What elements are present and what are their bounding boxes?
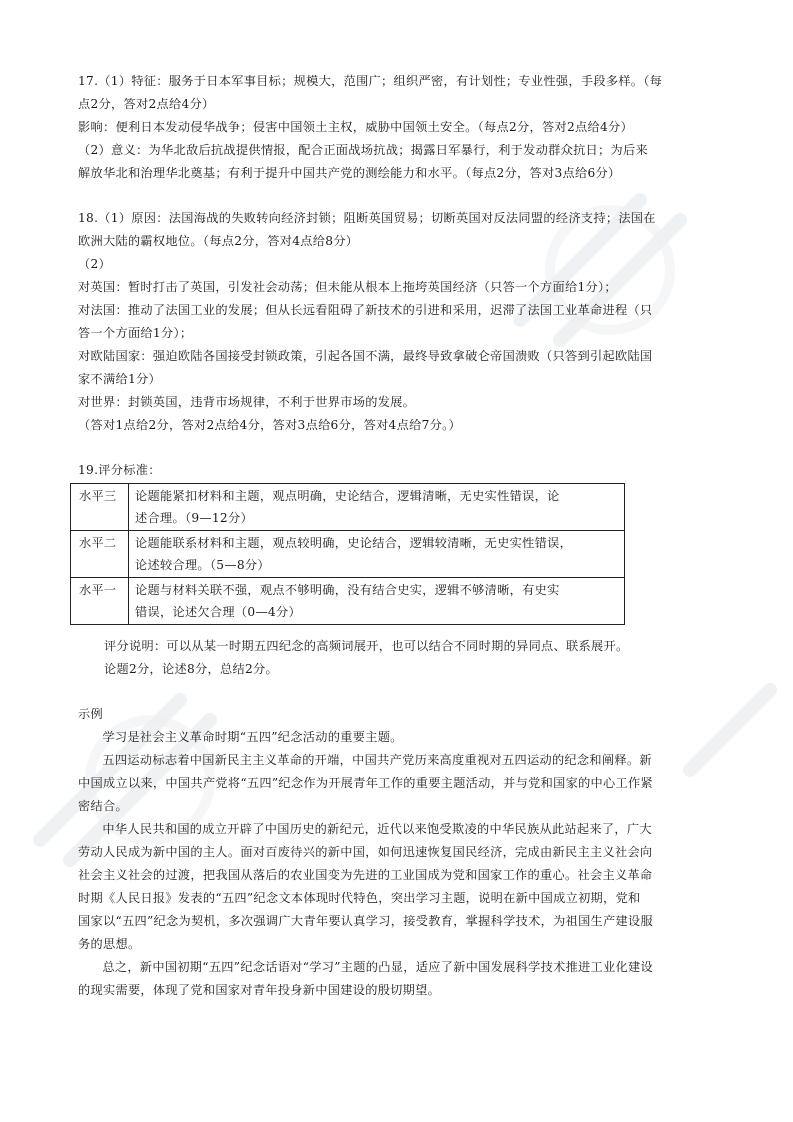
q18-line: 对英国：暂时打击了英国，引发社会动荡；但未能从根本上拖垮英国经济（只答一个方面给1分）；	[78, 280, 617, 294]
example-line: 的现实需要，体现了党和国家对青年投身新中国建设的殷切期望。	[78, 983, 441, 997]
q17-line: （2）意义：为华北敌后抗战提供情报，配合正面战场抗战；揭露日军暴行，利于发动群众抗日；为后来	[78, 143, 648, 157]
q18-line: （2）	[78, 257, 112, 271]
q18-line: 对欧陆国家：强迫欧陆各国接受封锁政策，引起各国不满，最终导致拿破仑帝国溃败（只答到引起欧陆国	[78, 349, 653, 363]
question-18	[78, 207, 718, 437]
example-line: 五四运动标志着中国新民主主义革命的开端，中国共产党历来高度重视对五四运动的纪念和阐释。新	[102, 753, 652, 767]
q19-title: 19.评分标准：	[78, 463, 161, 477]
q18-line: 家不满给1分）	[78, 372, 161, 386]
criteria-cell	[129, 578, 625, 625]
q17-line: 解放华北和治理华北奠基；有利于提升中国共产党的测绘能力和水平。（每点2分，答对3点给6分）	[78, 166, 621, 180]
scoring-table	[70, 483, 625, 625]
scoring-note: 论题2分，论述8分，总结2分。	[104, 662, 279, 676]
q17-line: 影响：便利日本发动侵华战争；侵害中国领土主权，威胁中国领土安全。（每点2分，答对2点给4分）	[78, 120, 634, 134]
example-line: 密结合。	[78, 799, 128, 813]
criteria-line: 错误，论述欠合理（0—4分）	[135, 605, 301, 619]
level-cell: 水平一	[71, 578, 129, 625]
example-line: 学习是社会主义革命时期“五四”纪念活动的重要主题。	[102, 730, 403, 744]
criteria-line: 论述较合理。（5—8分）	[135, 558, 270, 572]
example-line: 中国成立以来，中国共产党将“五四”纪念作为开展青年工作的重要主题活动，并与党和国家的中心工作紧	[78, 776, 653, 790]
criteria-line: 论题能联系材料和主题，观点较明确，史论结合，逻辑较清晰，无史实性错误，	[135, 536, 573, 550]
level-cell: 水平三	[71, 484, 129, 531]
example-essay	[78, 703, 718, 1002]
q18-line: 对法国：推动了法国工业的发展；但从长远看阻碍了新技术的引进和采用，迟滞了法国工业革命进程（只	[78, 303, 653, 317]
q18-line: 18.（1）原因：法国海战的失败转向经济封锁；阻断英国贸易；切断英国对反法同盟的经济支持；法国在	[78, 211, 656, 225]
example-line: 务的思想。	[78, 937, 141, 951]
q17-line: 点2分，答对2点给4分）	[78, 97, 215, 111]
criteria-line: 论题与材料关联不强，观点不够明确，没有结合史实，逻辑不够清晰，有史实	[135, 583, 560, 597]
criteria-line: 论题能紧扣材料和主题，观点明确，史论结合，逻辑清晰，无史实性错误，论	[135, 489, 560, 503]
level-cell: 水平二	[71, 531, 129, 578]
q18-line: 答一个方面给1分）；	[78, 326, 193, 340]
example-line: 国家以“五四”纪念为契机，多次强调广大青年要认真学习，接受教育，掌握科学技术，为祖国生产建设服	[78, 914, 653, 928]
q18-line: 欧洲大陆的霸权地位。（每点2分，答对4点给8分）	[78, 234, 359, 248]
question-17	[78, 70, 718, 185]
criteria-cell	[129, 484, 625, 531]
answer-document	[78, 70, 718, 1012]
example-line: 劳动人民成为新中国的主人。面对百废待兴的新中国，如何迅速恢复国民经济，完成由新民主主义社会向	[78, 845, 653, 859]
scoring-note: 评分说明：可以从某一时期五四纪念的高频词展开，也可以结合不同时期的异同点、联系展开。	[104, 639, 629, 653]
table-row	[71, 484, 625, 531]
table-row	[71, 531, 625, 578]
example-heading: 示例	[78, 707, 103, 721]
q18-line: （答对1点给2分，答对2点给4分，答对3点给6分，答对4点给7分。）	[78, 418, 462, 432]
example-line: 时期《人民日报》发表的“五四”纪念文本体现时代特色，突出学习主题，说明在新中国成立初期，党和	[78, 891, 641, 905]
table-row	[71, 578, 625, 625]
q18-line: 对世界：封锁英国，违背市场规律，不利于世界市场的发展。	[78, 395, 416, 409]
criteria-line: 述合理。（9—12分）	[135, 511, 253, 525]
example-line: 中华人民共和国的成立开辟了中国历史的新纪元，近代以来饱受欺凌的中华民族从此站起来了，广大	[102, 822, 652, 836]
q17-line: 17.（1）特征：服务于日本军事目标；规模大，范围广；组织严密，有计划性；专业性强，手段多样。（每	[78, 74, 663, 88]
criteria-cell	[129, 531, 625, 578]
question-19	[78, 459, 718, 681]
example-line: 社会主义社会的过渡，把我国从落后的农业国变为先进的工业国成为党和国家工作的重心。社会主义革命	[78, 868, 653, 882]
example-line: 总之，新中国初期“五四”纪念话语对“学习”主题的凸显，适应了新中国发展科学技术推进工业化建设	[102, 960, 653, 974]
